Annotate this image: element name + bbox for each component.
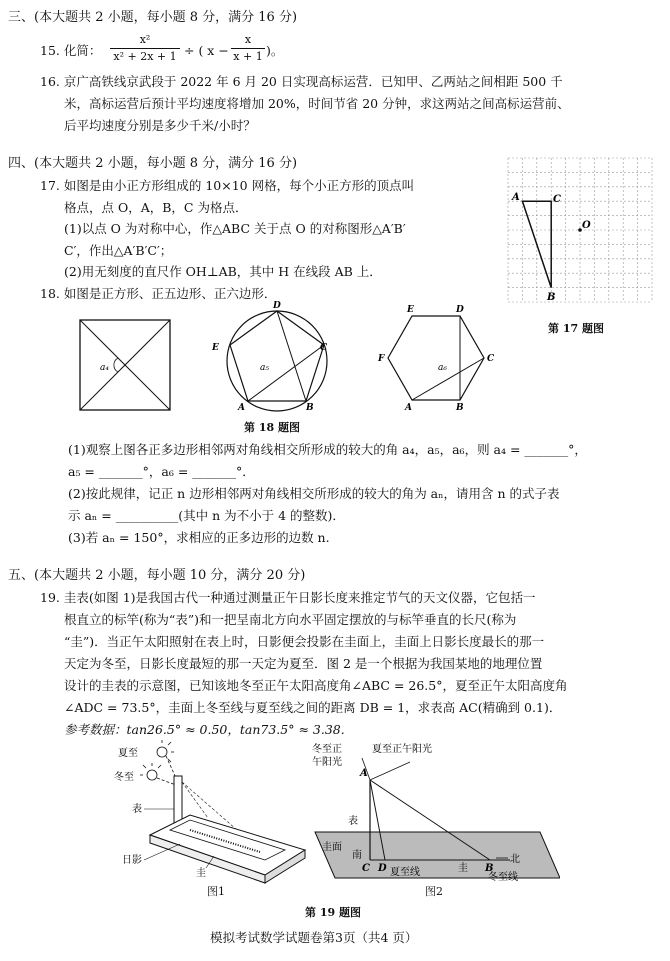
label-c: C <box>553 194 561 205</box>
figure-19-1 <box>110 740 310 885</box>
figure-17-caption: 第 17 题图 <box>548 322 604 335</box>
section5-header: 五、(本大题共 2 小题，每小题 10 分，满分 20 分) <box>8 568 306 583</box>
fig2-summer-sun: 夏至正午阳光 <box>372 744 432 755</box>
q17-line-3: (1)以点 O 为对称中心，作△ABC 关于点 O 的对称图形△A′B′ <box>64 221 406 236</box>
label-o: O <box>582 220 591 231</box>
fig2-label-a: A <box>360 768 368 779</box>
q15-fraction-bar <box>110 48 180 49</box>
fig2-north-label: 北 <box>510 854 520 865</box>
label-pent-b: B <box>306 403 314 413</box>
fig2-winter-line-label: 冬至线 <box>488 872 518 883</box>
q15-operator: ÷ ( x − <box>184 43 229 58</box>
q17-line-5: (2)用无刻度的直尺作 OH⊥AB，其中 H 在线段 AB 上． <box>64 264 382 279</box>
label-a4: a₄ <box>100 363 109 373</box>
q18-part1-line1: (1)观察上图各正多边形相邻两对角线相交所形成的较大的角 a₄，a₅，a₆，则 a₄ = _______°， <box>68 442 587 457</box>
q18-part2-line2: 示 aₙ = __________(其中 n 为不小于 4 的整数)． <box>68 508 345 523</box>
summer-sun-icon <box>157 747 167 757</box>
hexagon-figure <box>377 305 495 413</box>
q17-line-4: C′，作出△A′B′C′； <box>64 243 173 258</box>
square-figure <box>80 320 170 410</box>
fig2-guimian-label: 圭面 <box>322 842 342 853</box>
figure-19-2-caption: 图2 <box>425 885 443 898</box>
label-hex-e: E <box>407 305 414 315</box>
figure-18-caption: 第 18 题图 <box>244 421 300 434</box>
q19-line-2: 根直立的标竿(称为“表”)和一把呈南北方向水平固定摆放的与标竿垂直的长尺(称为 <box>64 612 517 627</box>
q18-part1-line2: a₅ = _______°，a₆ = _______°． <box>68 464 255 479</box>
q16-line-3: 后平均速度分别是多少千米/小时？ <box>64 118 256 133</box>
q19-line-5: 设计的圭表的示意图，已知该地冬至正午太阳高度角∠ABC = 26.5°，夏至正午太阳高度角 <box>64 678 568 693</box>
figure-18 <box>60 298 510 418</box>
fig2-label-c: C <box>362 863 370 874</box>
fig2-winter-sun-1: 冬至正 <box>312 744 342 755</box>
label-a: A <box>512 192 520 203</box>
label-a6: a₆ <box>438 363 447 373</box>
q15-prefix: 15. 化简： <box>40 43 102 58</box>
q19-line-1: 19. 圭表(如图 1)是我国古代一种通过测量正午日影长度来推定节气的天文仪器，它包括一 <box>40 590 536 605</box>
section3-header: 三、(本大题共 2 小题，每小题 8 分，满分 16 分) <box>8 10 298 25</box>
figure-19-caption: 第 19 题图 <box>305 906 361 919</box>
label-pent-e: E <box>212 343 219 353</box>
q15-numerator-2: x <box>244 33 252 46</box>
fig2-gui-label: 圭 <box>458 863 468 874</box>
fig2-summer-line-label: 夏至线 <box>390 867 420 878</box>
label-hex-b: B <box>456 403 464 413</box>
page-footer: 模拟考试数学试题卷第3页（共4 页） <box>210 930 418 945</box>
label-a5: a₅ <box>260 363 269 373</box>
fig1-gui-label: 圭 <box>196 868 206 879</box>
label-hex-f: F <box>378 354 385 364</box>
section4-header: 四、(本大题共 2 小题，每小题 8 分，满分 16 分) <box>8 156 298 171</box>
fig2-label-d: D <box>378 863 387 874</box>
q18-part3: (3)若 aₙ = 150°，求相应的正多边形的边数 n. <box>68 530 330 545</box>
fig1-riying-label: 日影 <box>122 855 142 866</box>
q17-line-1: 17. 如图是由小正方形组成的 10×10 网格，每个小正方形的顶点叫 <box>40 178 415 193</box>
fig1-summer-label: 夏至 <box>118 748 138 759</box>
pentagon-figure <box>211 301 328 413</box>
q18-line-1: 18. 如图是正方形、正五边形、正六边形． <box>40 286 277 301</box>
q15-fraction-bar-2 <box>231 48 265 49</box>
fig2-south-label: 南 <box>352 850 362 861</box>
label-pent-c: C <box>320 343 328 353</box>
fig1-winter-label: 冬至 <box>114 772 134 783</box>
label-hex-a: A <box>405 403 412 413</box>
winter-sun-icon <box>147 770 157 780</box>
figure-19-1-caption: 图1 <box>207 885 225 898</box>
q19-line-3: “圭”)．当正午太阳照射在表上时，日影便会投影在圭面上，圭面上日影长度最长的那一 <box>64 634 545 649</box>
q15-close: )。 <box>266 43 284 58</box>
label-pent-a: A <box>238 403 245 413</box>
fig2-label-b: B <box>485 863 494 874</box>
figure-17-grid <box>500 150 665 315</box>
label-hex-c: C <box>487 354 495 364</box>
q15-denominator-2: x + 1 <box>233 50 263 63</box>
figure-19-2 <box>310 740 560 885</box>
q16-line-1: 16. 京广高铁线京武段于 2022 年 6 月 20 日实现高标运营．已知甲、乙两站之间相距 500 千 <box>40 74 563 89</box>
q15-denominator: x² + 2x + 1 <box>113 50 177 63</box>
q16-line-2: 米，高标运营后预计平均速度将增加 20%，时间节省 20 分钟，求这两站之间高标运营前、 <box>64 96 570 111</box>
fig2-winter-sun-2: 午阳光 <box>312 757 342 768</box>
q18-part2-line1: (2)按此规律，记正 n 边形相邻两对角线相交所形成的较大的角为 aₙ，请用含 n 的式子表 <box>68 486 560 501</box>
q19-line-4: 天定为冬至，日影长度最短的那一天定为夏至．图 2 是一个根据为我国某地的地理位置 <box>64 656 543 671</box>
q19-line-6: ∠ADC = 73.5°，圭面上冬至线与夏至线之间的距离 DB = 1，求表高 AC(精确到 0.1)． <box>64 700 562 715</box>
label-hex-d: D <box>456 305 464 315</box>
fig1-biao-label: 表 <box>132 804 142 815</box>
q17-line-2: 格点，点 O，A，B，C 为格点． <box>64 200 248 215</box>
label-b: B <box>547 292 556 303</box>
label-pent-d: D <box>273 301 281 311</box>
q15-numerator: x² <box>139 33 151 46</box>
q19-reference-data: 参考数据：tan26.5° ≈ 0.50，tan73.5° ≈ 3.38. <box>64 722 345 737</box>
fig2-biao-label: 表 <box>348 816 358 827</box>
